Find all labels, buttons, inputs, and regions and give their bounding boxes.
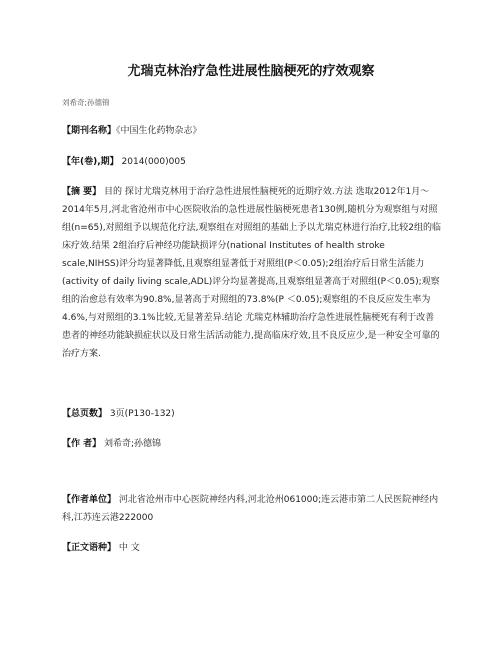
journal-value: 《中国生化药物杂志》: [116, 126, 202, 136]
year-volume-issue-field: [62, 153, 442, 171]
language-label: 【正文语种】: [62, 543, 117, 553]
abstract-label: 【摘 要】: [62, 187, 102, 197]
article-authors-line: 刘希奇;孙德锦: [62, 98, 110, 107]
authors-label: 【作 者】: [62, 439, 102, 449]
pages-value: 3页(P130-132): [109, 409, 175, 419]
journal-label: 【期刊名称】: [62, 126, 117, 136]
units-label: 【作者单位】: [62, 495, 117, 505]
article-title: 尤瑞克林治疗急性进展性脑梗死的疗效观察: [127, 64, 375, 79]
author-units-field: [62, 491, 442, 527]
language-value: 中 文: [118, 543, 140, 553]
abstract-text: 目的 探讨尤瑞克林用于治疗急性进展性脑梗死的近期疗效.方法 选取2012年1月～ 2014年5月,河北省沧州市中心医院收治的急性进展性脑梗死患者130例,随机分为观察组与对照组(n=65),对照组予以规范化疗法,观察组在对照组的基础上予以尤瑞克林进行治疗,比较2组的临床疗效.结果 2组治疗后神经功能缺损评分(national Institutes of health stroke scale,NIHSS)评分均显著降低,且观察组显著低于对照组(P＜0.05);2组治疗后日常生活能力(activity of daily living scale,ADL)评分均显著提高,且观察组显著高于对照组(P＜0.05);观察组的治愈总有效率为90.8%,显著高于对照组的73.8%(P ＜0.05);观察组的不良反应发生率为4.6%,与对照组的3.1%比较,无显著差异.结论 尤瑞克林辅助治疗急性进展性脑梗死有利于改善患者的神经功能缺损症状以及日常生活活动能力,提高临床疗效,且不良反应少,是一种安全可靠的治疗方案.: [62, 187, 442, 359]
abstract-field: [62, 183, 442, 363]
language-field: [62, 539, 442, 557]
year-label: 【年(卷),期】: [62, 157, 119, 167]
journal-field: [62, 122, 442, 140]
pages-label: 【总页数】: [62, 409, 108, 419]
authors-value: 刘希奇;孙德锦: [104, 439, 162, 449]
units-value: 河北省沧州市中心医院神经内科,河北沧州061000;连云港市第二人民医院神经内科,江苏连云港222000: [62, 495, 439, 523]
authors-field: [62, 435, 442, 453]
total-pages-field: [62, 405, 442, 423]
year-value: 2014(000)005: [121, 157, 186, 167]
